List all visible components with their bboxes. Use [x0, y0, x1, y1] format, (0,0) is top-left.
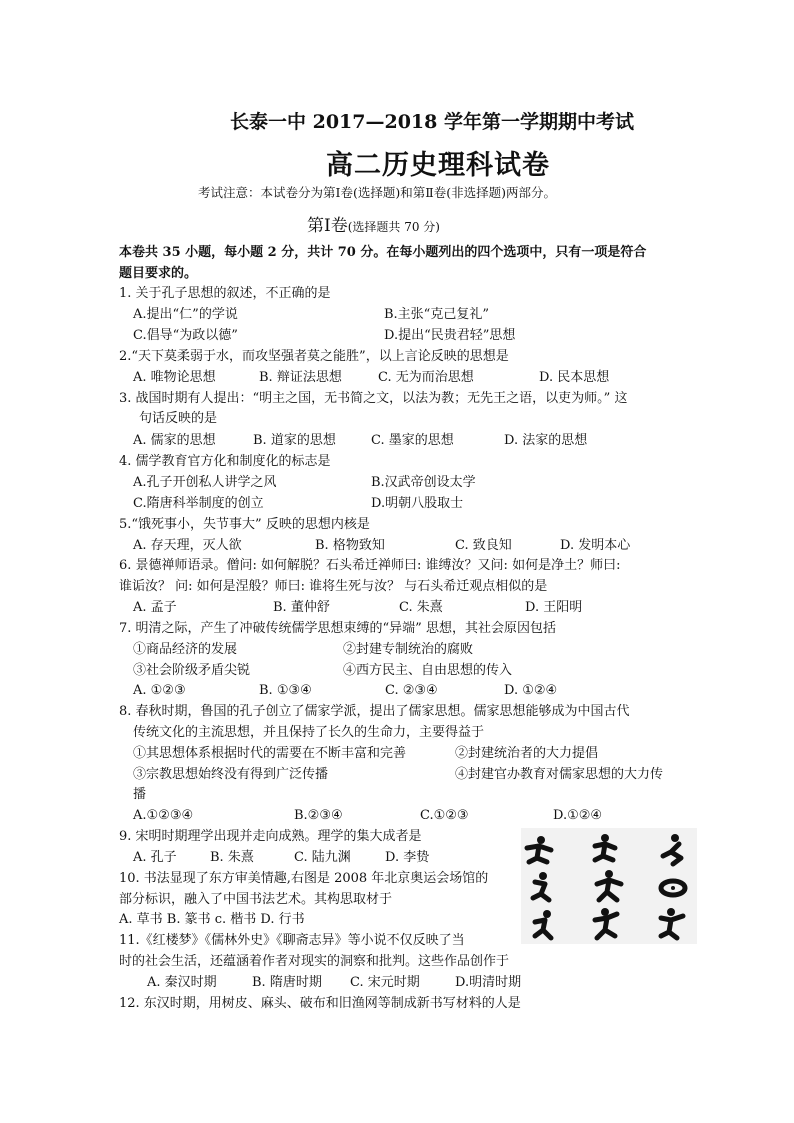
- q9-option-a: A. 孔子: [133, 850, 177, 865]
- q8-stem-line-2: 传统文化的主流思想，并且保持了长久的生命力，主要得益于: [133, 725, 485, 740]
- q8-option-d: D.①②④: [553, 808, 603, 823]
- exam-title: 高二历史理科试卷: [326, 150, 550, 181]
- q7-item-4: ④西方民主、自由思想的传入: [343, 663, 513, 678]
- q5-option-b: B. 格物致知: [315, 538, 385, 553]
- q8-option-a: A.①②③④: [133, 808, 194, 823]
- pictogram-1: [527, 836, 551, 862]
- pictogram-7: [535, 910, 551, 938]
- pictogram-5: [597, 870, 621, 900]
- q6-option-d: D. 王阳明: [525, 600, 583, 615]
- q2-option-a: A. 唯物论思想: [133, 370, 216, 385]
- q2-option-d: D. 民本思想: [539, 370, 610, 385]
- q11-option-c: C. 宋元时期: [350, 975, 420, 990]
- q4-option-d: D.明朝八股取士: [371, 496, 464, 511]
- instructions-line-1: 本卷共 35 小题，每小题 2 分，共计 70 分。在每小题列出的四个选项中，只有一项是符合: [119, 245, 647, 260]
- pictogram-2: [595, 834, 615, 860]
- q11-option-b: B. 隋唐时期: [252, 975, 322, 990]
- section-heading: [307, 211, 440, 236]
- q3-option-a: A. 儒家的思想: [133, 433, 216, 448]
- q1-option-b: B.主张“克己复礼”: [384, 307, 489, 322]
- q1-stem: 1. 关于孔子思想的叙述，不正确的是: [119, 286, 331, 301]
- q5-option-d: D. 发明本心: [560, 538, 631, 553]
- q4-option-c: C.隋唐科举制度的创立: [133, 496, 264, 511]
- q7-item-3: ③社会阶级矛盾尖锐: [133, 663, 251, 678]
- q4-stem: 4. 儒学教育官方化和制度化的标志是: [119, 454, 331, 469]
- q4-option-a: A.孔子开创私人讲学之风: [133, 475, 277, 490]
- q9-stem: 9. 宋明时期理学出现并走向成熟。理学的集大成者是: [119, 829, 422, 844]
- q8-option-c: C.①②③: [420, 808, 469, 823]
- q6-stem-line-1: 6. 景德禅师语录。僧问: 如何解脱？石头希迁禅师曰: 谁缚汝？又问: 如何是净土？师曰:: [119, 558, 621, 573]
- q8-item-3: ③宗教思想始终没有得到广泛传播: [133, 767, 329, 782]
- q5-option-c: C. 致良知: [455, 538, 512, 553]
- q1-option-c: C.倡导“为政以德”: [133, 328, 238, 343]
- q3-option-d: D. 法家的思想: [504, 433, 588, 448]
- exam-notice: 考试注意：本试卷分为第Ⅰ卷(选择题)和第Ⅱ卷(非选择题)两部分。: [198, 185, 556, 200]
- q11-stem-line-1: 11.《红楼梦》《儒林外史》《聊斋志异》等小说不仅反映了当: [119, 933, 465, 948]
- q5-option-a: A. 存天理，灭人欲: [133, 538, 242, 553]
- q8-option-b: B.②③④: [294, 808, 343, 823]
- q7-option-b: B. ①③④: [259, 683, 312, 698]
- q8-item-4: ④封建官办教育对儒家思想的大力传: [455, 767, 664, 782]
- sport-pictograms-icon: [521, 828, 697, 944]
- pictogram-8: [595, 908, 617, 938]
- q6-option-b: B. 董仲舒: [273, 600, 330, 615]
- q4-option-b: B.汉武帝创设太学: [371, 475, 476, 490]
- pictogram-4: [533, 872, 549, 900]
- q9-option-c: C. 陆九渊: [294, 850, 351, 865]
- q6-option-a: A. 孟子: [133, 600, 177, 615]
- q10-options: A. 草书 B. 篆书 c. 楷书 D. 行书: [119, 912, 305, 927]
- pictogram-3: [663, 834, 681, 864]
- section-title: 第Ⅰ卷: [307, 216, 348, 236]
- q9-option-d: D. 李贽: [385, 850, 430, 865]
- q11-stem-line-2: 时的社会生活，还蕴涵着作者对现实的洞察和批判。这些作品创作于: [119, 954, 510, 969]
- q11-option-a: A. 秦汉时期: [147, 975, 217, 990]
- q1-option-a: A.提出“仁”的学说: [133, 307, 238, 322]
- q8-item-2: ②封建统治者的大力提倡: [455, 746, 599, 761]
- q2-option-c: C. 无为而治思想: [378, 370, 474, 385]
- q9-option-b: B. 朱熹: [210, 850, 254, 865]
- q7-option-d: D. ①②④: [504, 683, 558, 698]
- q11-option-d: D.明清时期: [455, 975, 522, 990]
- q5-stem: 5.“饿死事小，失节事大” 反映的思想内核是: [119, 517, 370, 532]
- q2-option-b: B. 辩证法思想: [259, 370, 342, 385]
- q8-stem-line-1: 8. 春秋时期，鲁国的孔子创立了儒家学派，提出了儒家思想。儒家思想能够成为中国古代: [119, 704, 630, 719]
- olympic-pictogram-figure: [521, 828, 697, 944]
- pictogram-6: [661, 881, 685, 895]
- q3-option-b: B. 道家的思想: [253, 433, 336, 448]
- q8-item-1: ①其思想体系根据时代的需要在不断丰富和完善: [133, 746, 407, 761]
- q3-option-c: C. 墨家的思想: [371, 433, 454, 448]
- q7-stem: 7. 明清之际，产生了冲破传统儒学思想束缚的“异端” 思想，其社会原因包括: [119, 621, 556, 636]
- q3-stem-line-2: 句话反映的是: [139, 411, 218, 426]
- q10-stem-line-2: 部分标识，融入了中国书法艺术。其构思取材于: [119, 892, 393, 907]
- school-exam-title: 长泰一中 2017—2018 学年第一学期期中考试: [230, 111, 634, 133]
- q6-stem-line-2: 谁诟汝？ 问: 如何是涅般？师曰: 谁将生死与汝？ 与石头希迁观点相似的是: [119, 579, 548, 594]
- q7-option-a: A. ①②③: [133, 683, 186, 698]
- q10-stem-line-1: 10. 书法显现了东方审美情趣,右图是 2008 年北京奥运会场馆的: [119, 871, 489, 886]
- q3-stem-line-1: 3. 战国时期有人提出：“明主之国，无书简之文，以法为教；无先王之语，以吏为师。” 这: [119, 391, 628, 406]
- pictogram-9: [661, 908, 683, 938]
- q7-item-1: ①商品经济的发展: [133, 642, 238, 657]
- q1-option-d: D.提出“民贵君轻”思想: [384, 328, 516, 343]
- q2-stem: 2.“天下莫柔弱于水，而攻坚强者莫之能胜”，以上言论反映的思想是: [119, 349, 509, 364]
- q7-item-2: ②封建专制统治的腐败: [343, 642, 474, 657]
- q6-option-c: C. 朱熹: [399, 600, 443, 615]
- q12-stem: 12. 东汉时期，用树皮、麻头、破布和旧渔网等制成新书写材料的人是: [119, 996, 521, 1011]
- q7-option-c: C. ②③④: [385, 683, 438, 698]
- instructions-line-2: 题目要求的。: [119, 266, 198, 281]
- section-subtitle: (选择题共 70 分): [347, 220, 440, 234]
- q8-item-4-cont: 播: [133, 787, 147, 802]
